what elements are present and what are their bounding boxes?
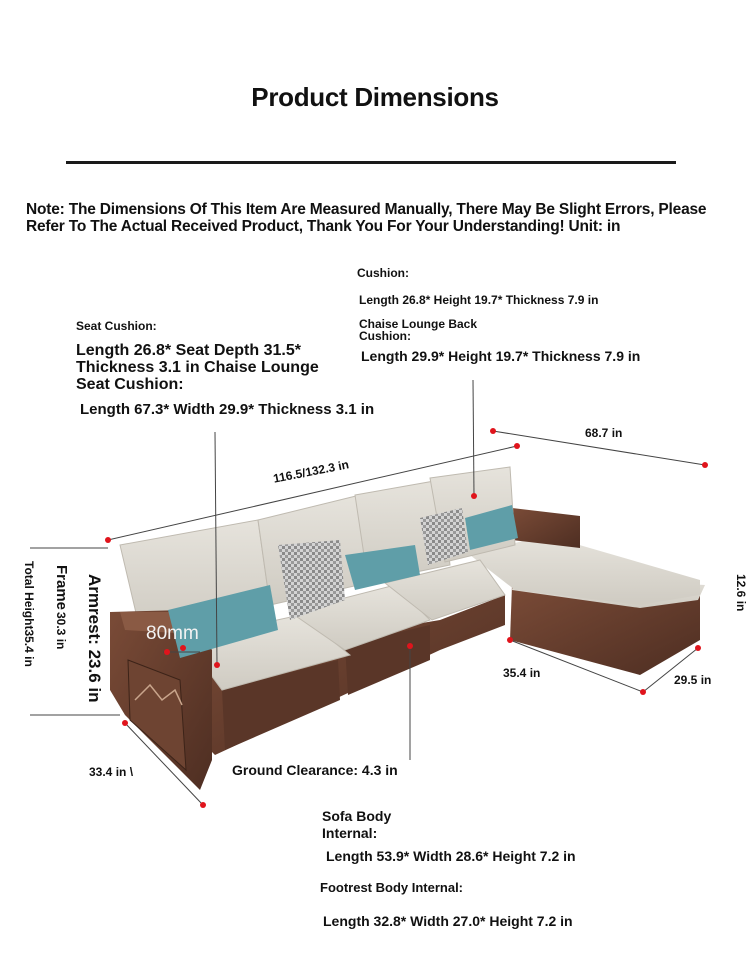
marker: [702, 462, 708, 468]
sofa-body-heading-1: Sofa Body: [322, 808, 392, 824]
marker: [695, 645, 701, 651]
chaise-back-heading-2: Cushion:: [359, 329, 411, 343]
chaise-width-label: 29.5 in: [674, 673, 712, 687]
sofa-body-heading-2: Internal:: [322, 825, 378, 841]
seat-cushion-heading: Seat Cushion:: [76, 319, 157, 333]
chaise-height-label: 12.6 in: [734, 574, 748, 612]
marker: [200, 802, 206, 808]
marker: [164, 649, 170, 655]
footrest-dimensions: Length 32.8* Width 27.0* Height 7.2 in: [323, 913, 573, 929]
total-height-label: Total Height35.4 in: [22, 561, 36, 667]
marker: [640, 689, 646, 695]
footrest-heading: Footrest Body Internal:: [320, 880, 464, 895]
marker: [407, 643, 413, 649]
seat-cushion-line-1: Length 26.8* Seat Depth 31.5*: [76, 342, 301, 359]
marker: [490, 428, 496, 434]
chaise-back-heading-1: Chaise Lounge Back: [359, 317, 478, 331]
ground-clearance-label: Ground Clearance: 4.3 in: [232, 762, 398, 778]
chaise-back-dimensions: Length 29.9* Height 19.7* Thickness 7.9 in: [361, 348, 641, 364]
marker: [122, 720, 128, 726]
cushion-heading: Cushion:: [357, 266, 409, 280]
marker: [514, 443, 520, 449]
marker: [180, 645, 186, 651]
chaise-depth-label: 35.4 in: [503, 666, 541, 680]
marker: [214, 662, 220, 668]
frame-label: Frame: [53, 565, 70, 611]
armrest-height-label: Armrest: 23.6 in: [85, 574, 104, 703]
side-depth-label: 33.4 in \: [89, 765, 134, 779]
seat-cushion-line-3: Seat Cushion:: [76, 376, 184, 393]
chaise-length-label: 68.7 in: [585, 426, 623, 440]
armrest-width-label: 80mm: [146, 623, 199, 644]
sofa-body-dimensions: Length 53.9* Width 28.6* Height 7.2 in: [326, 848, 576, 864]
total-length-label: 116.5/132.3 in: [272, 457, 350, 486]
marker: [471, 493, 477, 499]
cushion-dimensions: Length 26.8* Height 19.7* Thickness 7.9 in: [359, 293, 599, 307]
marker: [507, 637, 513, 643]
frame-value-label: 30.3 in: [54, 612, 68, 650]
chaise-seat-dimensions: Length 67.3* Width 29.9* Thickness 3.1 in: [80, 401, 375, 418]
measurement-note: Note: The Dimensions Of This Item Are Measured Manually, There May Be Slight Errors, Please Refer To The Actual Received Product, Thank You For Your Understanding! Unit: in: [26, 201, 707, 235]
page-title: Product Dimensions: [251, 82, 499, 112]
seat-cushion-line-2: Thickness 3.1 in Chaise Lounge: [76, 359, 319, 376]
marker: [105, 537, 111, 543]
